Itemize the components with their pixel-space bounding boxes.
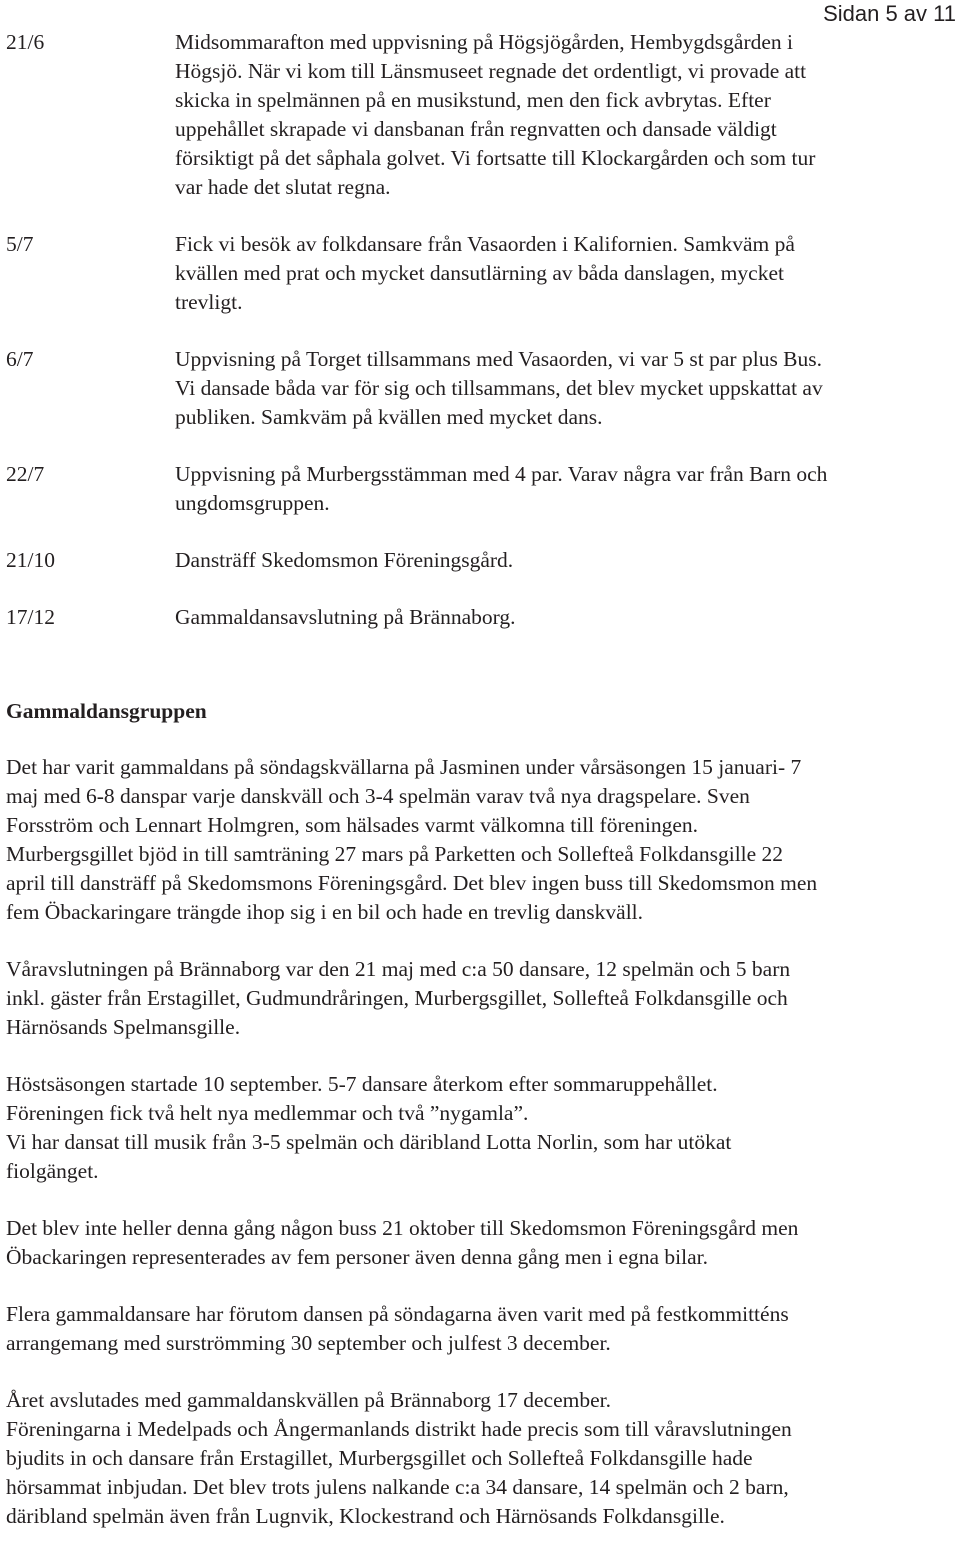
text-line: publiken. Samkväm på kvällen med mycket dans. [175, 405, 603, 429]
text-line: hörsammat inbjudan. Det blev trots julens nalkande c:a 34 dansare, 14 spelmän och 2 barn, [6, 1475, 789, 1499]
text-line: däribland spelmän även från Lugnvik, Klockestrand och Härnösands Folkdansgille. [6, 1504, 725, 1528]
text-line: Öbackaringen representerades av fem personer även denna gång men i egna bilar. [6, 1245, 709, 1269]
event-date: 5/7 [6, 232, 34, 256]
text-line: Uppvisning på Murbergsstämman med 4 par. Varav några var från Barn och [175, 462, 828, 486]
event-description [175, 28, 956, 202]
text-line: Gammaldansavslutning på Brännaborg. [175, 605, 516, 629]
text-line: bjudits in och dansare från Erstagillet, Murbergsgillet och Sollefteå Folkdansgille hade [6, 1446, 753, 1470]
event-description [175, 345, 956, 432]
text-line: maj med 6-8 danspar varje danskväll och 3-4 spelmän varav två nya dragspelare. Sven [6, 784, 750, 808]
event-entry [6, 230, 956, 317]
text-line: var hade det slutat regna. [175, 175, 391, 199]
section-paragraph [6, 1300, 958, 1358]
event-description [175, 546, 956, 575]
event-date: 22/7 [6, 462, 45, 486]
text-line: Högsjö. När vi kom till Länsmuseet regnade det ordentligt, vi provade att [175, 59, 807, 83]
text-line: fiolgänget. [6, 1159, 99, 1183]
text-line: april till dansträff på Skedomsmons Föreningsgård. Det blev ingen buss till Skedomsmon men [6, 871, 818, 895]
text-line: försiktigt på det såphala golvet. Vi fortsatte till Klockargården och som tur [175, 146, 816, 170]
text-line: Föreningarna i Medelpads och Ångermanlands distrikt hade precis som till våravslutningen [6, 1417, 792, 1441]
text-line: Vi dansade båda var för sig och tillsammans, det blev mycket uppskattat av [175, 376, 823, 400]
text-line: skicka in spelmännen på en musikstund, men den fick avbrytas. Efter [175, 88, 771, 112]
event-description [175, 603, 956, 632]
section-paragraph [6, 1070, 958, 1186]
section-heading: Gammaldansgruppen [6, 699, 207, 723]
text-line: Murbergsgillet bjöd in till samträning 27 mars på Parketten och Sollefteå Folkdansgille 22 [6, 842, 784, 866]
section-paragraph [6, 955, 958, 1042]
gammaldansgruppen-section [6, 697, 958, 1531]
text-line: Det har varit gammaldans på söndagskvällarna på Jasminen under vårsäsongen 15 januari- 7 [6, 755, 802, 779]
text-line: Dansträff Skedomsmon Föreningsgård. [175, 548, 514, 572]
text-line: trevligt. [175, 290, 243, 314]
text-line: arrangemang med surströmming 30 september och julfest 3 december. [6, 1331, 611, 1355]
section-paragraph [6, 1214, 958, 1272]
text-line: Forsström och Lennart Holmgren, som hälsades varmt välkomna till föreningen. [6, 813, 699, 837]
event-date: 6/7 [6, 347, 34, 371]
section-paragraph [6, 753, 958, 927]
event-entry [6, 546, 956, 575]
text-line: Uppvisning på Torget tillsammans med Vasaorden, vi var 5 st par plus Bus. [175, 347, 823, 371]
text-line: Midsommarafton med uppvisning på Högsjögården, Hembygdsgården i [175, 30, 794, 54]
page-number: Sidan 5 av 11 [823, 1, 956, 26]
text-line: Våravslutningen på Brännaborg var den 21 maj med c:a 50 dansare, 12 spelmän och 5 barn [6, 957, 791, 981]
event-description [175, 460, 956, 518]
text-line: kvällen med prat och mycket dansutlärning av båda danslagen, mycket [175, 261, 784, 285]
event-entry [6, 603, 956, 632]
text-line: Fick vi besök av folkdansare från Vasaorden i Kalifornien. Samkväm på [175, 232, 795, 256]
text-line: uppehållet skrapade vi dansbanan från regnvatten och dansade väldigt [175, 117, 777, 141]
text-line: Året avslutades med gammaldanskvällen på Brännaborg 17 december. [6, 1388, 611, 1412]
event-date: 21/10 [6, 548, 55, 572]
text-line: Det blev inte heller denna gång någon buss 21 oktober till Skedomsmon Föreningsgård men [6, 1216, 799, 1240]
event-description [175, 230, 956, 317]
event-list [6, 28, 956, 632]
event-entry [6, 28, 956, 202]
text-line: Föreningen fick två helt nya medlemmar och två ”nygamla”. [6, 1101, 529, 1125]
event-entry [6, 460, 956, 518]
text-line: fem Öbackaringare trängde ihop sig i en bil och hade en trevlig danskväll. [6, 900, 644, 924]
text-line: inkl. gäster från Erstagillet, Gudmundråringen, Murbergsgillet, Sollefteå Folkdansgille och [6, 986, 788, 1010]
text-line: Höstsäsongen startade 10 september. 5-7 dansare återkom efter sommaruppehållet. [6, 1072, 718, 1096]
event-date: 17/12 [6, 605, 55, 629]
section-paragraph [6, 1386, 958, 1531]
text-line: Vi har dansat till musik från 3-5 spelmän och däribland Lotta Norlin, som har utökat [6, 1130, 732, 1154]
event-entry [6, 345, 956, 432]
text-line: ungdomsgruppen. [175, 491, 330, 515]
event-date: 21/6 [6, 30, 45, 54]
text-line: Härnösands Spelmansgille. [6, 1015, 241, 1039]
text-line: Flera gammaldansare har förutom dansen på söndagarna även varit med på festkommitténs [6, 1302, 789, 1326]
